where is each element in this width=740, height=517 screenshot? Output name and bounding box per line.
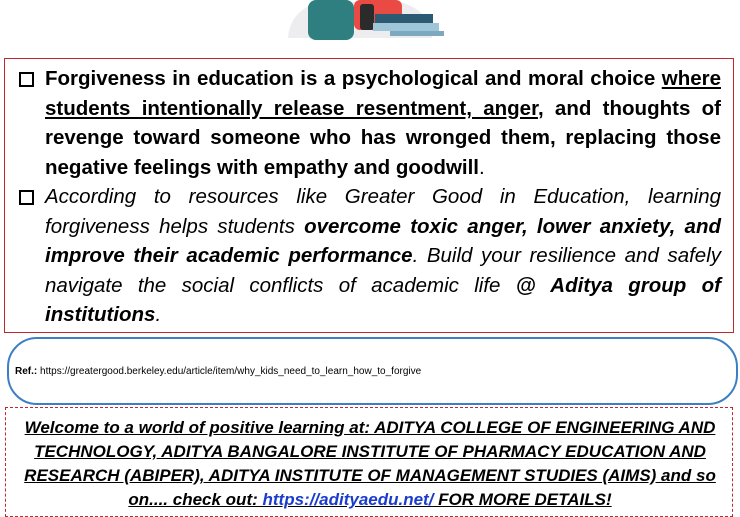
reference-label: Ref.:: [15, 366, 38, 377]
bullet-benefits: [19, 182, 721, 330]
content-box: [4, 58, 734, 333]
benefits-text: According to resources like Greater Good in Education, learning forgiveness helps students overcome toxic anger, lower anxiety, and improve their academic performance. Build your resilience and safely navigate the social conflicts of academic life @ Aditya group of institutions.: [45, 185, 722, 326]
student-reading-illustration: [280, 0, 455, 44]
reference-line: [15, 366, 421, 377]
website-link[interactable]: https://adityaedu.net/: [262, 490, 434, 509]
definition-text: Forgiveness in education is a psychological and moral choice where students intentionally release resentment, anger, and thoughts of revenge toward someone who has wronged them, replacing those negative feelings with empathy and goodwill.: [45, 67, 721, 179]
bullet-definition: [19, 64, 721, 182]
checkbox-icon: [19, 72, 34, 87]
reference-box: [7, 337, 738, 405]
checkbox-icon: [19, 190, 34, 205]
welcome-text: Welcome to a world of positive learning at: ADITYA COLLEGE OF ENGINEERING AND TECHNOLOGY, ADITYA BANGALORE INSTITUTE OF PHARMACY EDUCATION AND RESEARCH (ABIPER), ADITYA INSTITUTE OF MANAGEMENT STUDIES (AIMS) and so on.... check out: https://adityaedu.net/ FOR MORE DETAILS!: [24, 418, 716, 509]
reference-url[interactable]: https://greatergood.berkeley.edu/article/item/why_kids_need_to_learn_how_to_forgive: [40, 366, 422, 377]
